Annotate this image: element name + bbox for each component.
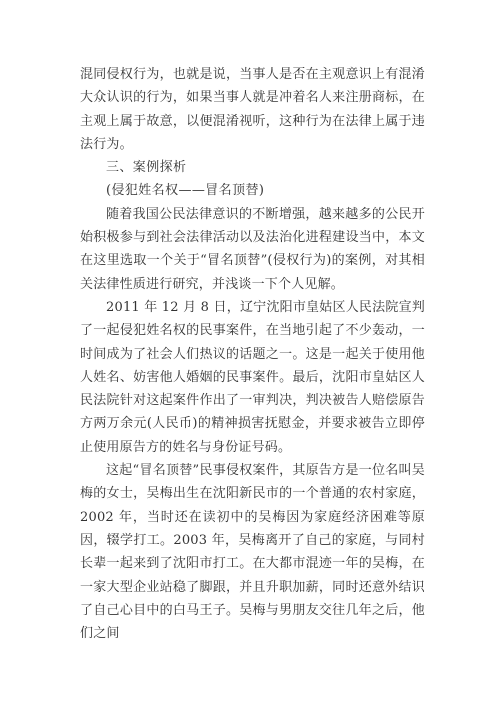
paragraph-background: 随着我国公民法律意识的不断增强，越来越多的公民开始积极参与到社会法律活动以及法治化进程建设当中，本文在这里选取一个关于“冒名顶替”(侵权行为)的案例，对其相关法律性质进行研究，并浅谈一下个人见解。 (80, 206, 425, 292)
document-body (80, 63, 425, 645)
case-subtitle: (侵犯姓名权——冒名顶替) (106, 183, 265, 199)
section-heading: 三、案例探析 (106, 160, 187, 176)
paragraph-case-summary: 2011 年 12 月 8 日，辽宁沈阳市皇姑区人民法院宣判了一起侵犯姓名权的民事案件，在当地引起了不少轰动，一时间成为了社会人们热议的话题之一。这是一起关于使用他人姓名、妨害他人婚姻的民事案件。最后，沈阳市皇姑区人民法院针对这起案件作出了一审判决，判决被告人赔偿原告方两万余元(人民币)的精神损害抚慰金，并要求被告立即停止使用原告方的姓名与身份证号码。 (80, 299, 425, 455)
paragraph-intro: 混同侵权行为，也就是说，当事人是否在主观意识上有混淆大众认识的行为，如果当事人就是冲着名人来注册商标，在主观上属于故意，以便混淆视听，这种行为在法律上属于违法行为。 (80, 67, 425, 152)
paragraph-case-details: 这起“冒名顶替”民事侵权案件，其原告方是一位名叫吴梅的女士，吴梅出生在沈阳新民市的一个普通的农村家庭，2002 年，当时还在读初中的吴梅因为家庭经济困难等原因，辍学打工。2003 年，吴梅离开了自己的家庭，与同村长辈一起来到了沈阳市打工。在大都市混迹一年的吴梅，在一家大型企业站稳了脚跟，并且升职加薪，同时还意外结识了自己心目中的白马王子。吴梅与男朋友交往几年之后，他们之间 (80, 463, 425, 642)
